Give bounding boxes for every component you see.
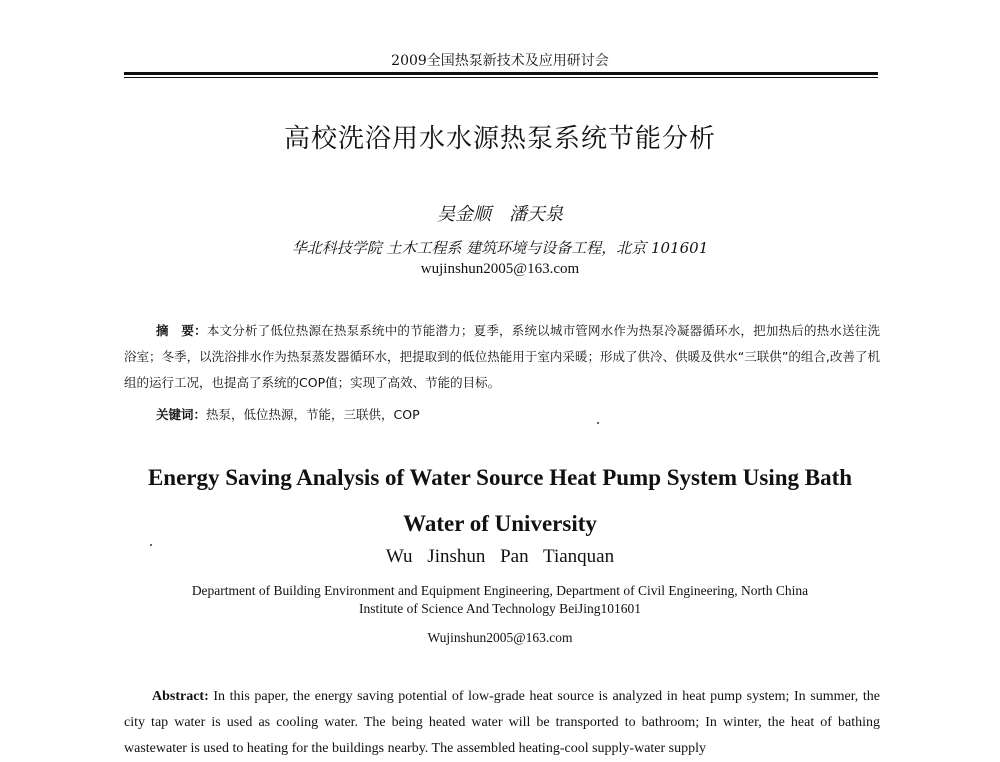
english-title (100, 455, 900, 547)
chinese-authors: 吴金顺 潘天泉 (437, 204, 563, 225)
chinese-keywords (156, 405, 880, 423)
chinese-abstract-label: 摘 要： (156, 323, 207, 338)
english-email: Wujinshun2005@163.com (427, 630, 573, 645)
header-rule-thick (124, 72, 878, 75)
chinese-email: wujinshun2005@163.com (420, 261, 580, 277)
english-affiliation-line2: Institute of Science And Technology BeiJing101601 (359, 601, 641, 616)
english-title-line1: Energy Saving Analysis of Water Source Heat Pump System Using Bath (147, 465, 853, 490)
english-authors: Wu Jinshun Pan Tianquan (385, 546, 615, 567)
english-affiliation-line1: Department of Building Environment and Equipment Engineering, Department of Civil Engineering, North China (191, 583, 809, 598)
header-rule-thin (124, 77, 878, 78)
scan-speck (597, 422, 599, 424)
english-abstract-text: In this paper, the energy saving potential of low-grade heat source is analyzed in heat pump system; In summer, the city tap water is used as cooling water. The being heated water will be transported to bathroom; In winter, the heat of bathing wastewater is used to heating for the buildings nearby. The assembled heating-cool supply-water supply (124, 689, 880, 756)
english-title-line2: Water of University (403, 511, 597, 536)
running-header: 2009全国热泵新技术及应用研讨会 (391, 53, 609, 69)
chinese-abstract-text: 本文分析了低位热源在热泵系统中的节能潜力；夏季，系统以城市管网水作为热泵冷凝器循环水，把加热后的热水送往洗浴室；冬季，以洗浴排水作为热泵蒸发器循环水，把提取到的低位热能用于室内采暖；形成了供冷、供暖及供水“三联供”的组合,改善了机组的运行工况，也提高了系统的COP值；实现了高效、节能的目标。 (124, 323, 880, 390)
chinese-keywords-text: 热泵，低位热源，节能，三联供，COP (206, 407, 420, 422)
english-abstract (124, 684, 880, 762)
english-affiliation (130, 582, 870, 618)
chinese-title: 高校洗浴用水水源热泵系统节能分析 (283, 124, 716, 154)
english-abstract-label: Abstract: (152, 689, 209, 704)
scan-speck (150, 544, 152, 546)
chinese-affiliation: 华北科技学院 土木工程系 建筑环境与设备工程，北京 101601 (291, 239, 709, 257)
chinese-keywords-label: 关键词： (156, 407, 207, 422)
chinese-abstract (124, 318, 880, 396)
